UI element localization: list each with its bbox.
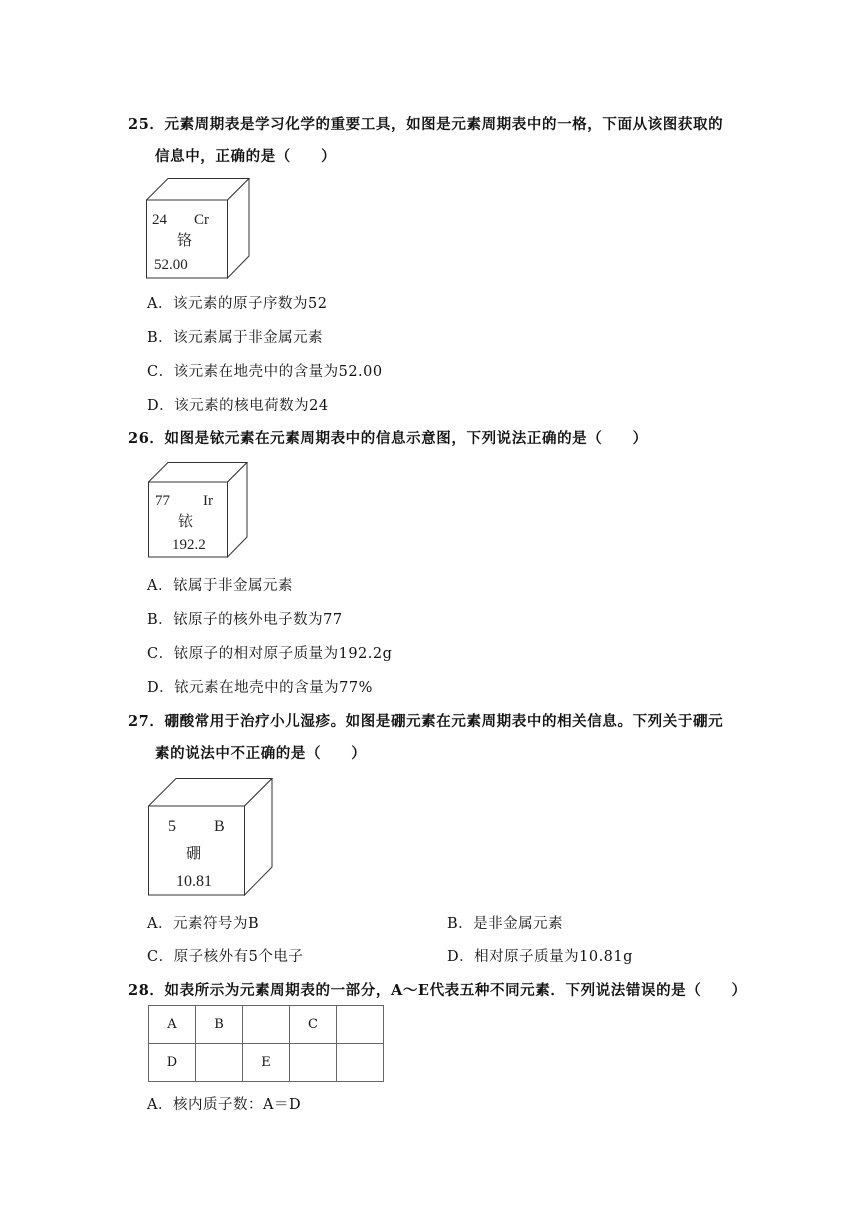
table-cell [290, 1044, 337, 1082]
q28-periodic-table-fragment [148, 1005, 384, 1082]
q28-stem-line1: 28．如表所示为元素周期表的一部分，A～E代表五种不同元素．下列说法错误的是（ ） [128, 982, 747, 999]
table-cell: D [149, 1044, 196, 1082]
table-cell [337, 1044, 384, 1082]
q27-atomic-number: 5 [168, 818, 176, 835]
table-cell [196, 1044, 243, 1082]
q26-element-cell [148, 462, 248, 558]
q25-option-a: A．该元素的原子序数为52 [147, 296, 328, 312]
q27-option-c: C．原子核外有5个电子 [147, 949, 304, 965]
q25-atomic-mass: 52.00 [154, 257, 188, 273]
q27-element-name: 硼 [186, 844, 202, 862]
q27-stem-line2: 素的说法中不正确的是（ ） [155, 745, 367, 762]
table-cell: E [243, 1044, 290, 1082]
table-cell: B [196, 1006, 243, 1044]
q27-element-symbol: B [214, 818, 225, 835]
q26-option-c: C．铱原子的相对原子质量为192.2g [147, 646, 393, 662]
q27-stem-line1: 27．硼酸常用于治疗小儿湿疹。如图是硼元素在元素周期表中的相关信息。下列关于硼元 [128, 713, 724, 730]
q28-option-a: A．核内质子数：A＝D [147, 1097, 302, 1113]
q25-element-name: 铬 [177, 231, 193, 249]
table-row [149, 1006, 384, 1044]
q26-element-name: 铱 [178, 512, 194, 530]
table-row [149, 1044, 384, 1082]
q27-option-d: D．相对原子质量为10.81g [447, 949, 633, 965]
q25-option-b: B．该元素属于非金属元素 [147, 330, 324, 346]
q26-element-symbol: Ir [203, 493, 213, 509]
table-cell: A [149, 1006, 196, 1044]
q25-option-c: C．该元素在地壳中的含量为52.00 [147, 364, 383, 380]
q26-atomic-number: 77 [155, 493, 170, 509]
q25-stem-line1: 25．元素周期表是学习化学的重要工具，如图是元素周期表中的一格，下面从该图获取的 [128, 116, 724, 133]
q26-option-d: D．铱元素在地壳中的含量为77% [147, 680, 373, 696]
q27-element-cell [148, 778, 273, 896]
q25-element-cell [146, 178, 250, 280]
table-cell: C [290, 1006, 337, 1044]
q26-stem-line1: 26．如图是铱元素在元素周期表中的信息示意图，下列说法正确的是（ ） [128, 430, 648, 447]
q26-atomic-mass: 192.2 [172, 537, 206, 553]
table-cell [337, 1006, 384, 1044]
q26-option-b: B．铱原子的核外电子数为77 [147, 612, 343, 628]
q27-option-b: B．是非金属元素 [447, 916, 564, 932]
q25-atomic-number: 24 [152, 212, 167, 228]
table-cell [243, 1006, 290, 1044]
q25-element-symbol: Cr [194, 212, 209, 228]
q27-option-a: A．元素符号为B [147, 916, 260, 932]
q25-stem-line2: 信息中，正确的是（ ） [155, 148, 337, 165]
q25-option-d: D．该元素的核电荷数为24 [147, 398, 329, 414]
q26-option-a: A．铱属于非金属元素 [147, 578, 293, 594]
q27-atomic-mass: 10.81 [176, 873, 212, 890]
